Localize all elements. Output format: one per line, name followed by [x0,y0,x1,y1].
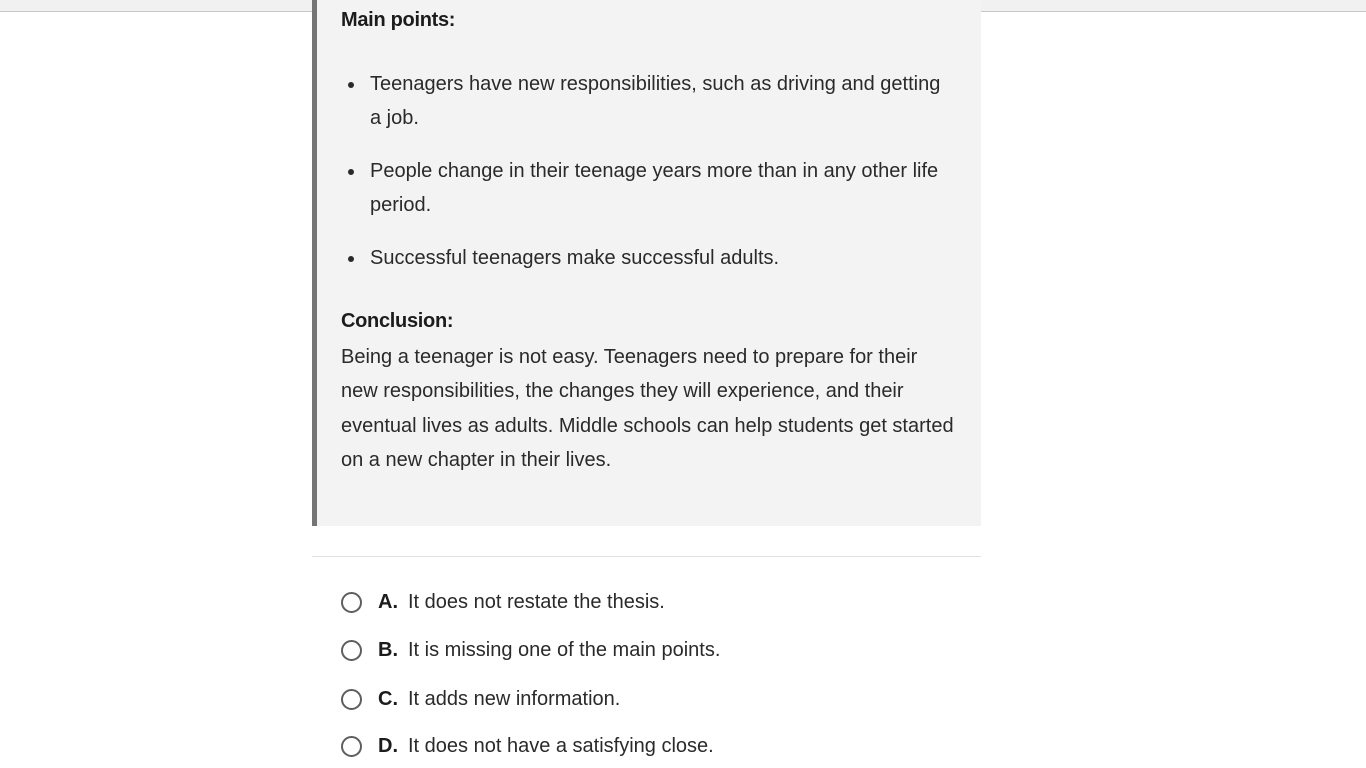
radio-button[interactable] [341,640,362,661]
option-letter: B. [378,638,398,661]
bullet-icon [348,169,354,175]
radio-button[interactable] [341,689,362,710]
option-letter: D. [378,734,398,757]
main-points-list [341,67,951,294]
option-letter: C. [378,687,398,710]
bullet-icon [348,256,354,262]
main-point-text: Teenagers have new responsibilities, such as driving and getting a job. [370,73,941,129]
radio-button[interactable] [341,592,362,613]
option-letter: A. [378,590,398,613]
main-point-text: People change in their teenage years more than in any other life period. [370,160,939,216]
option-text: It adds new information. [408,687,621,710]
conclusion-heading: Conclusion: [341,310,454,332]
list-item [341,241,951,275]
conclusion-paragraph: Being a teenager is not easy. Teenagers need to prepare for their new responsibilities, the changes they will experience, and their eventual lives as adults. Middle schools can help students get started on a new chapter in their lives. [341,346,954,471]
list-item [341,154,951,222]
answer-option-d[interactable] [341,732,714,760]
bullet-icon [348,82,354,88]
divider [312,556,981,557]
answer-option-a[interactable] [341,588,665,616]
answer-option-c[interactable] [341,685,620,713]
passage-panel [312,0,981,526]
option-text: It does not have a satisfying close. [408,734,714,757]
answer-option-b[interactable] [341,636,720,664]
radio-button[interactable] [341,736,362,757]
main-points-heading: Main points: [341,9,456,31]
main-point-text: Successful teenagers make successful adults. [370,247,780,269]
option-text: It is missing one of the main points. [408,638,721,661]
list-item [341,67,951,135]
option-text: It does not restate the thesis. [408,590,665,613]
